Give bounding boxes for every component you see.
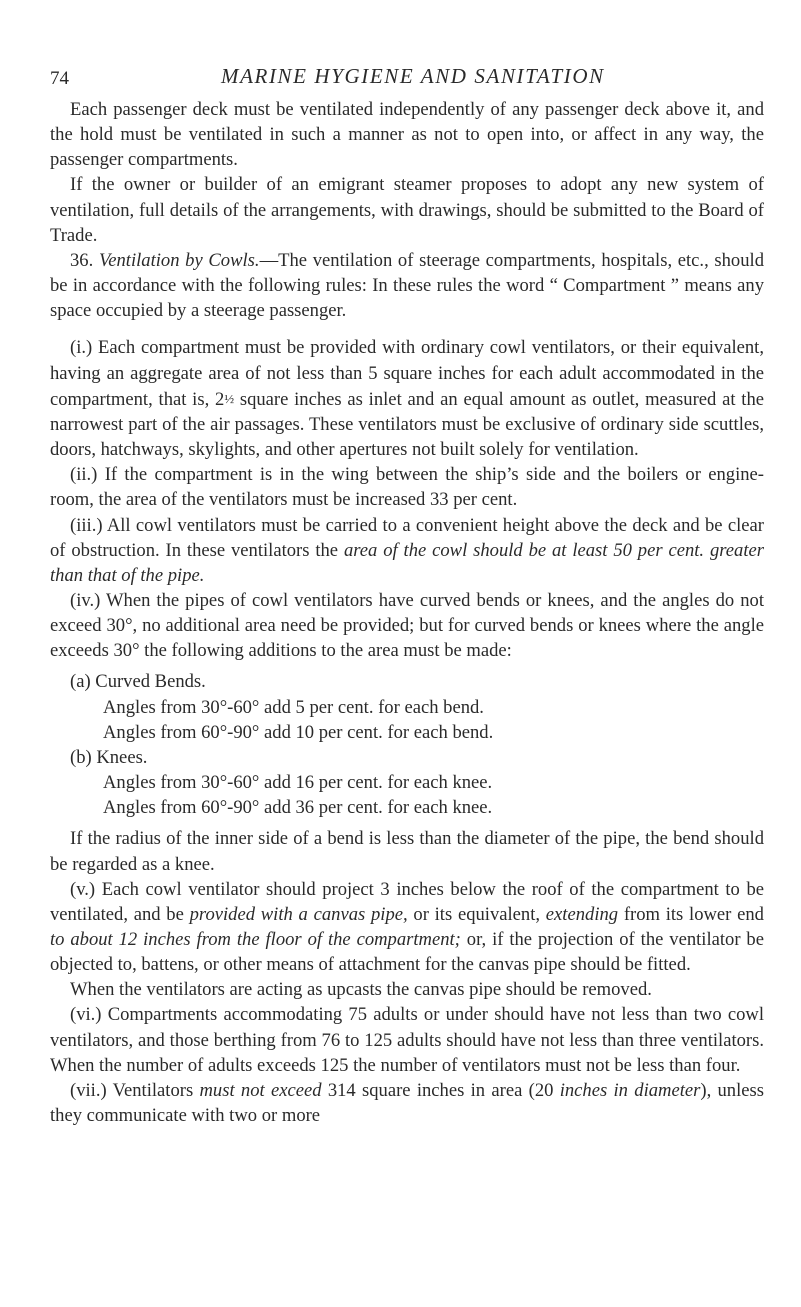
rule-iv: (iv.) When the pipes of cowl ventilators have curved bends or knees, and the angles do not exceed 30°, no additional area need be provided; but for curved bends or knees where the angle exceeds 30° the following additions to the area must be made:	[50, 589, 764, 662]
section-36	[50, 248, 764, 323]
sub-a-title: Curved Bends.	[90, 671, 206, 693]
page-number: 74	[50, 68, 69, 89]
rule-iii-emphasis: area of the cowl should be at least 50 per cent. greater than that of the pipe.	[50, 539, 764, 586]
rule-i-text-a: (i.) Each compartment must be provided with ordinary cowl ventilators, or their equivalent, having an aggregate area of not less than 5 square inches for each adult accommodated in the compartment, that is, 2	[50, 337, 764, 410]
sub-b-label: (b)	[70, 746, 92, 768]
rule-iii-text: (iii.) All cowl ventilators must be carried to a convenient height above the deck and be clear of obstruction. In these ventilators the	[50, 514, 764, 561]
rule-vii-emphasis-1: must not exceed	[199, 1079, 322, 1101]
rule-i	[50, 335, 764, 462]
rule-iii	[50, 513, 764, 588]
rule-vii-text-c: ), unless they communicate with two or more	[50, 1079, 764, 1127]
rule-v-emphasis-2: extending	[545, 903, 619, 925]
sub-a-heading	[50, 669, 764, 694]
rule-v-text-b: or its equivalent,	[407, 903, 546, 925]
sub-b-line-2: Angles from 60°-90° add 36 per cent. for each knee.	[103, 797, 493, 819]
sub-a-line-2: Angles from 60°-90° add 10 per cent. for each bend.	[103, 721, 494, 743]
section-heading: Ventilation by Cowls.	[98, 249, 260, 271]
sub-b-title: Knees.	[91, 746, 148, 768]
running-title: MARINE HYGIENE AND SANITATION	[221, 64, 605, 88]
rule-vii-text-b: 314 square inches in area (20	[321, 1079, 560, 1101]
rule-vii	[50, 1078, 764, 1128]
rule-i-text-b: square inches as inlet and an equal amount as outlet, measured at the narrowest part of the air passages. These ventilators must be exclusive of ordinary side scuttles, doors, hatchways, skylights, and other apertures not built solely for ventilation.	[50, 388, 764, 461]
fraction-half: ½	[224, 390, 235, 406]
paragraph-deck-ventilation: Each passenger deck must be ventilated independently of any passenger deck above it, and the hold must be ventilated in such a manner as not to open into, or affect in any way, the passenger compartments.	[50, 99, 764, 171]
rule-vii-text-a: (vii.) Ventilators	[70, 1079, 200, 1101]
sub-b-line-1: Angles from 30°-60° add 16 per cent. for each knee.	[103, 772, 493, 794]
rule-v-emphasis-3: to about 12 inches from the floor of the compartment;	[50, 929, 461, 950]
sub-a-label: (a)	[70, 671, 91, 693]
radius-note: If the radius of the inner side of a bend is less than the diameter of the pipe, the bend should be regarded as a knee.	[50, 828, 764, 875]
page-body	[50, 97, 764, 1128]
rule-vii-emphasis-2: inches in diameter	[559, 1079, 701, 1101]
sub-a-line-1: Angles from 30°-60° add 5 per cent. for each bend.	[103, 696, 484, 718]
page-header	[0, 62, 801, 92]
rule-v	[50, 877, 764, 978]
rule-vi: (vi.) Compartments accommodating 75 adults or under should have not less than two cowl ventilators, and those berthing from 76 to 125 adults should have not less than three ventilators. When the number of adults exceeds 125 the number of ventilators must not be less than four.	[50, 1004, 764, 1076]
sub-b-heading	[50, 745, 764, 770]
rule-v-text-c: from its lower end	[618, 903, 764, 925]
section-text: —The ventilation of steerage compartments, hospitals, etc., should be in accordance with the following rules: In these rules the word “ Compartment ” means any space occupied by a steerage passenger.	[50, 249, 764, 322]
rule-v-emphasis-1: provided with a canvas pipe,	[189, 903, 408, 925]
rule-v-text-a: (v.) Each cowl ventilator should project 3 inches below the roof of the compartment to be ventilated, and be	[50, 878, 764, 925]
upcasts-note: When the ventilators are acting as upcasts the canvas pipe should be removed.	[70, 979, 652, 1001]
paragraph-new-system: If the owner or builder of an emigrant steamer proposes to adopt any new system of ventilation, full details of the arrangements, with drawings, should be submitted to the Board of Trade.	[50, 174, 764, 246]
rule-v-text-d: or, if the projection of the ventilator be objected to, battens, or other means of attachment for the canvas pipe should be fitted.	[50, 929, 764, 976]
section-number: 36.	[70, 249, 94, 271]
rule-ii: (ii.) If the compartment is in the wing between the ship’s side and the boilers or engine-room, the area of the ventilators must be increased 33 per cent.	[50, 464, 764, 511]
